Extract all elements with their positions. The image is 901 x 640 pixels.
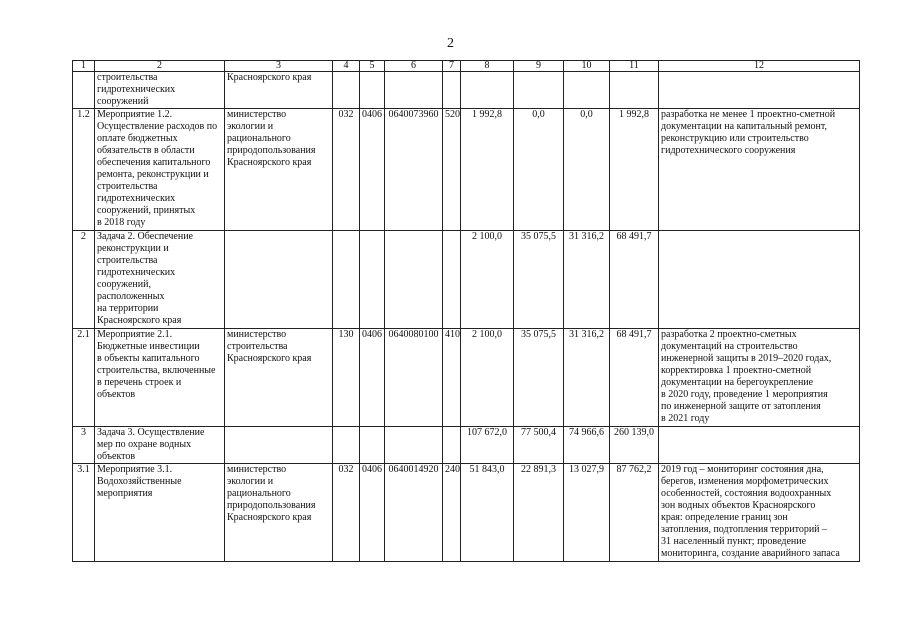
- table-row: [73, 464, 860, 562]
- program-table: [72, 60, 860, 562]
- row-number: 2.1: [73, 329, 95, 427]
- expense-type-code: [443, 72, 461, 109]
- event-name: строительства гидротехнических сооружений: [95, 72, 225, 109]
- event-name: Мероприятие 3.1. Водохозяйственные мероприятия: [95, 464, 225, 562]
- amount-col11: 260 139,0: [610, 427, 659, 464]
- responsible-body: [225, 427, 333, 464]
- row-number: 2: [73, 231, 95, 329]
- grbs-code: 032: [333, 464, 360, 562]
- row-number: 3.1: [73, 464, 95, 562]
- section-code: [360, 231, 385, 329]
- expected-result: разработка 2 проектно-сметных документаций на строительство инженерной защиты в 2019–2020 годах, корректировка 1 проектно-сметной документации на берегоукрепление в 2020 году, проведение 1 мероприятия по инженерной защите от затопления в 2021 году: [659, 329, 860, 427]
- event-name: Задача 3. Осуществление мер по охране водных объектов: [95, 427, 225, 464]
- header-cell: 8: [461, 61, 514, 72]
- event-name: Задача 2. Обеспечение реконструкции и строительства гидротехнических сооружений, расположенных на территории Красноярского края: [95, 231, 225, 329]
- event-name: Мероприятие 1.2. Осуществление расходов по оплате бюджетных обязательств в области обеспечения капитального ремонта, реконструкции и строительства гидротехнических сооружений, принятых в 2018 году: [95, 109, 225, 231]
- target-code: 0640073960: [385, 109, 443, 231]
- header-cell: 1: [73, 61, 95, 72]
- target-code: 0640080100: [385, 329, 443, 427]
- amount-col11: 87 762,2: [610, 464, 659, 562]
- grbs-code: [333, 231, 360, 329]
- header-cell: 7: [443, 61, 461, 72]
- target-code: [385, 72, 443, 109]
- grbs-code: 130: [333, 329, 360, 427]
- amount-col8: [461, 72, 514, 109]
- responsible-body: министерство экологии и рационального природопользования Красноярского края: [225, 109, 333, 231]
- header-cell: 2: [95, 61, 225, 72]
- amount-col8: 1 992,8: [461, 109, 514, 231]
- amount-col10: [564, 72, 610, 109]
- amount-col11: 1 992,8: [610, 109, 659, 231]
- expense-type-code: [443, 231, 461, 329]
- amount-col10: 74 966,6: [564, 427, 610, 464]
- page-number: 2: [447, 36, 454, 51]
- table-row: [73, 329, 860, 427]
- table-row: [73, 231, 860, 329]
- header-cell: 11: [610, 61, 659, 72]
- amount-col8: 2 100,0: [461, 329, 514, 427]
- amount-col9: 0,0: [514, 109, 564, 231]
- row-number: 3: [73, 427, 95, 464]
- header-cell: 4: [333, 61, 360, 72]
- header-cell: 3: [225, 61, 333, 72]
- responsible-body: министерство строительства Красноярского края: [225, 329, 333, 427]
- amount-col11: 68 491,7: [610, 329, 659, 427]
- row-number: [73, 72, 95, 109]
- grbs-code: [333, 72, 360, 109]
- amount-col10: 0,0: [564, 109, 610, 231]
- section-code: 0406: [360, 109, 385, 231]
- section-code: 0406: [360, 329, 385, 427]
- table-row: [73, 109, 860, 231]
- amount-col10: 13 027,9: [564, 464, 610, 562]
- table-row: [73, 427, 860, 464]
- grbs-code: [333, 427, 360, 464]
- section-code: [360, 427, 385, 464]
- header-cell: 12: [659, 61, 860, 72]
- event-name: Мероприятие 2.1. Бюджетные инвестиции в объекты капитального строительства, включенные в перечень строек и объектов: [95, 329, 225, 427]
- section-code: [360, 72, 385, 109]
- amount-col8: 51 843,0: [461, 464, 514, 562]
- grbs-code: 032: [333, 109, 360, 231]
- expense-type-code: 410: [443, 329, 461, 427]
- expected-result: 2019 год – мониторинг состояния дна, берегов, изменения морфометрических особенностей, состояния водоохранных зон водных объектов Красноярского края: определение границ зон затопления, подтопления территорий – 31 населенный пункт; проведение мониторинга, создание аварийного запаса: [659, 464, 860, 562]
- row-number: 1.2: [73, 109, 95, 231]
- section-code: 0406: [360, 464, 385, 562]
- expense-type-code: [443, 427, 461, 464]
- expected-result: [659, 72, 860, 109]
- expected-result: разработка не менее 1 проектно-сметной документации на капитальный ремонт, реконструкцию или строительство гидротехнического сооружения: [659, 109, 860, 231]
- amount-col11: [610, 72, 659, 109]
- amount-col11: 68 491,7: [610, 231, 659, 329]
- amount-col8: 107 672,0: [461, 427, 514, 464]
- expected-result: [659, 427, 860, 464]
- header-cell: 10: [564, 61, 610, 72]
- header-cell: 9: [514, 61, 564, 72]
- amount-col9: 35 075,5: [514, 231, 564, 329]
- table-header-row: [73, 61, 860, 72]
- target-code: [385, 231, 443, 329]
- amount-col9: 77 500,4: [514, 427, 564, 464]
- expense-type-code: 520: [443, 109, 461, 231]
- amount-col9: 22 891,3: [514, 464, 564, 562]
- amount-col10: 31 316,2: [564, 231, 610, 329]
- target-code: 0640014920: [385, 464, 443, 562]
- header-cell: 6: [385, 61, 443, 72]
- table-row: [73, 72, 860, 109]
- amount-col9: 35 075,5: [514, 329, 564, 427]
- responsible-body: Красноярского края: [225, 72, 333, 109]
- amount-col10: 31 316,2: [564, 329, 610, 427]
- responsible-body: [225, 231, 333, 329]
- expected-result: [659, 231, 860, 329]
- header-cell: 5: [360, 61, 385, 72]
- responsible-body: министерство экологии и рационального природопользования Красноярского края: [225, 464, 333, 562]
- target-code: [385, 427, 443, 464]
- amount-col9: [514, 72, 564, 109]
- amount-col8: 2 100,0: [461, 231, 514, 329]
- expense-type-code: 240: [443, 464, 461, 562]
